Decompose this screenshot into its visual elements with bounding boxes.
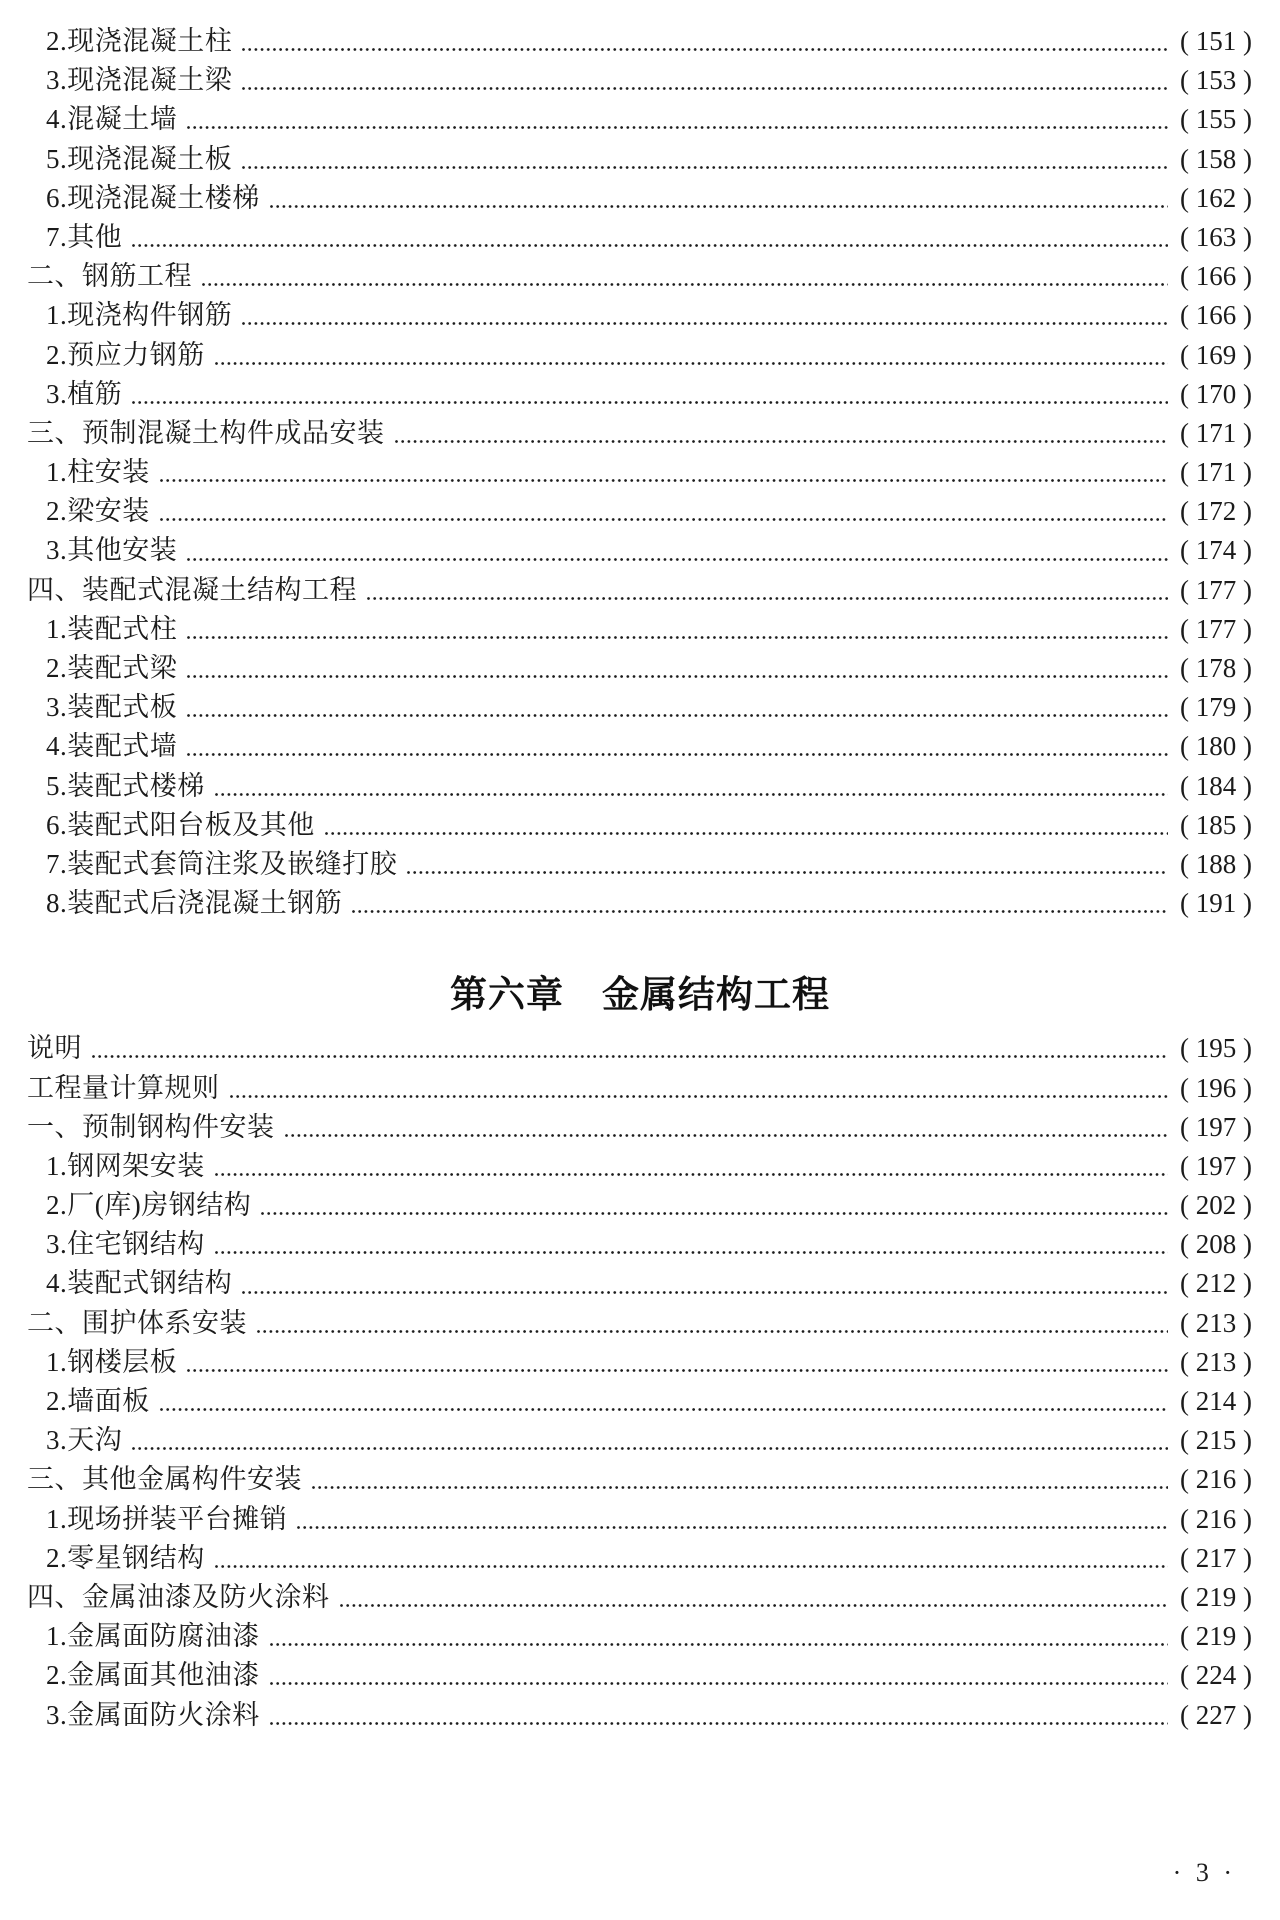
toc-entry-title: 2.墙面板 [46, 1386, 150, 1416]
toc-entry-title: 2.预应力钢筋 [46, 339, 205, 370]
toc-entry-page: ( 185 ) [1180, 809, 1252, 840]
toc-entry-title: 2.装配式梁 [46, 653, 178, 683]
dot-leader [92, 1055, 1168, 1058]
toc-entry [0, 1304, 1280, 1343]
dot-leader [187, 675, 1168, 678]
toc-entry [0, 492, 1280, 531]
toc-entry-page: ( 151 ) [1180, 26, 1252, 56]
toc-entry [0, 1108, 1280, 1147]
toc-entry-page: ( 158 ) [1180, 143, 1252, 174]
toc-entry-title: 2.现浇混凝土柱 [46, 26, 233, 56]
toc-entry-page: ( 195 ) [1180, 1033, 1252, 1064]
toc-entry-page: ( 169 ) [1180, 339, 1252, 370]
toc-entry-page: ( 177 ) [1180, 613, 1252, 644]
dot-leader [285, 1134, 1169, 1137]
dot-leader [160, 518, 1168, 521]
dot-leader [187, 558, 1168, 561]
toc-entry-title: 5.装配式楼梯 [46, 770, 205, 801]
toc-entry [0, 1460, 1280, 1499]
dot-leader [261, 1212, 1168, 1215]
toc-entry [0, 806, 1280, 845]
toc-entry-page: ( 171 ) [1180, 457, 1252, 488]
toc-entry-title: 说明 [27, 1033, 82, 1064]
toc-entry [0, 1382, 1280, 1421]
toc-entry-title: 4.混凝土墙 [46, 104, 178, 135]
toc-entry [0, 1617, 1280, 1656]
toc-entry [0, 1500, 1280, 1539]
toc-entry-title: 3.植筋 [46, 378, 123, 409]
dot-leader [187, 126, 1168, 129]
toc-entry [0, 100, 1280, 139]
toc-entry [0, 140, 1280, 179]
toc-entry-page: ( 219 ) [1180, 1581, 1252, 1612]
toc-entry-title: 6.装配式阳台板及其他 [46, 809, 315, 840]
toc-entry-page: ( 174 ) [1180, 535, 1252, 566]
dot-leader [187, 1369, 1168, 1372]
dot-leader [340, 1604, 1169, 1607]
toc-entry [0, 218, 1280, 257]
toc-entry-page: ( 216 ) [1180, 1503, 1252, 1534]
dot-leader [202, 283, 1168, 286]
toc-entry-title: 三、其他金属构件安装 [27, 1464, 302, 1495]
toc-entry [0, 884, 1280, 923]
toc-entry-title: 1.柱安装 [46, 457, 150, 488]
toc-entry-title: 3.装配式板 [46, 692, 178, 723]
dot-leader [132, 244, 1168, 247]
dot-leader [297, 1526, 1168, 1529]
dot-leader [215, 1251, 1168, 1254]
toc-entry-title: 1.装配式柱 [46, 613, 178, 644]
dot-leader [242, 48, 1168, 51]
toc-entry [0, 414, 1280, 453]
toc-entry-title: 8.装配式后浇混凝土钢筋 [46, 888, 343, 919]
toc-entry [0, 453, 1280, 492]
dot-leader [132, 1447, 1168, 1450]
dot-leader [325, 832, 1168, 835]
toc-entry-title: 二、钢筋工程 [27, 261, 192, 292]
toc-entry [0, 257, 1280, 296]
dot-leader [270, 1682, 1168, 1685]
toc-entry-page: ( 214 ) [1180, 1386, 1252, 1416]
toc-entry [0, 1069, 1280, 1108]
toc-entry-page: ( 166 ) [1180, 261, 1252, 292]
toc-entry-title: 三、预制混凝土构件成品安装 [27, 417, 385, 448]
page-number: · 3 · [1172, 1858, 1236, 1887]
dot-leader [215, 793, 1168, 796]
dot-leader [230, 1095, 1169, 1098]
toc-entry-title: 3.现浇混凝土梁 [46, 65, 233, 96]
toc-entry [0, 1264, 1280, 1303]
toc-entry-page: ( 219 ) [1180, 1621, 1252, 1652]
toc-entry [0, 1656, 1280, 1695]
toc-entry-page: ( 208 ) [1180, 1229, 1252, 1260]
toc-entry-title: 4.装配式墙 [46, 731, 178, 762]
dot-leader [242, 1291, 1168, 1294]
toc-entry-page: ( 177 ) [1180, 574, 1252, 605]
toc-entry-page: ( 197 ) [1180, 1111, 1252, 1142]
toc-entry-title: 3.金属面防火涂料 [46, 1699, 260, 1730]
toc-entry-title: 四、金属油漆及防火涂料 [27, 1581, 330, 1612]
toc-entry-title: 2.厂(库)房钢结构 [46, 1190, 252, 1221]
toc-entry-title: 2.梁安装 [46, 496, 150, 527]
toc-entry [0, 1147, 1280, 1186]
toc-entry-title: 二、围护体系安装 [27, 1307, 247, 1338]
dot-leader [215, 1565, 1168, 1568]
toc-entry-page: ( 179 ) [1180, 692, 1252, 723]
dot-leader [395, 440, 1169, 443]
toc-entry [0, 1029, 1280, 1068]
toc-entry [0, 727, 1280, 766]
dot-leader [215, 1173, 1168, 1176]
dot-leader [160, 1408, 1168, 1411]
toc-entry-title: 2.金属面其他油漆 [46, 1660, 260, 1691]
toc-entry-title: 1.钢网架安装 [46, 1150, 205, 1181]
toc-entry-page: ( 163 ) [1180, 221, 1252, 252]
toc-entry-title: 1.现场拼装平台摊销 [46, 1503, 288, 1534]
toc-entry [0, 649, 1280, 688]
dot-leader [187, 636, 1168, 639]
toc-entry-title: 7.装配式套筒注浆及嵌缝打胶 [46, 848, 398, 879]
dot-leader [352, 910, 1168, 913]
dot-leader [242, 322, 1168, 325]
dot-leader [312, 1486, 1168, 1489]
toc-entry-page: ( 170 ) [1180, 378, 1252, 409]
toc-list-part-1 [0, 0, 1280, 923]
toc-entry-title: 3.其他安装 [46, 535, 178, 566]
toc-entry [0, 1421, 1280, 1460]
toc-entry [0, 336, 1280, 375]
toc-entry-title: 1.金属面防腐油漆 [46, 1621, 260, 1652]
toc-entry-title: 一、预制钢构件安装 [27, 1111, 275, 1142]
toc-entry-title: 2.零星钢结构 [46, 1542, 205, 1573]
toc-entry-title: 1.现浇构件钢筋 [46, 300, 233, 331]
toc-list-part-2 [0, 1029, 1280, 1734]
toc-entry [0, 22, 1280, 61]
toc-entry-page: ( 162 ) [1180, 182, 1252, 213]
toc-entry [0, 296, 1280, 335]
toc-entry-page: ( 202 ) [1180, 1190, 1252, 1221]
dot-leader [242, 166, 1168, 169]
toc-entry-title: 6.现浇混凝土楼梯 [46, 182, 260, 213]
dot-leader [187, 714, 1168, 717]
toc-entry-page: ( 166 ) [1180, 300, 1252, 331]
dot-leader [367, 597, 1168, 600]
toc-entry-page: ( 224 ) [1180, 1660, 1252, 1691]
toc-entry [0, 1343, 1280, 1382]
toc-entry-page: ( 216 ) [1180, 1464, 1252, 1495]
toc-entry [0, 610, 1280, 649]
toc-entry-title: 3.住宅钢结构 [46, 1229, 205, 1260]
toc-entry-page: ( 212 ) [1180, 1268, 1252, 1299]
dot-leader [407, 871, 1168, 874]
toc-entry [0, 179, 1280, 218]
toc-entry [0, 1186, 1280, 1225]
dot-leader [242, 87, 1168, 90]
toc-entry-title: 工程量计算规则 [27, 1072, 220, 1103]
toc-entry [0, 571, 1280, 610]
dot-leader [215, 362, 1168, 365]
toc-entry-page: ( 178 ) [1180, 653, 1252, 683]
toc-entry-page: ( 155 ) [1180, 104, 1252, 135]
toc-entry-page: ( 191 ) [1180, 888, 1252, 919]
dot-leader [132, 401, 1168, 404]
dot-leader [160, 479, 1168, 482]
dot-leader [187, 753, 1168, 756]
toc-entry-page: ( 197 ) [1180, 1150, 1252, 1181]
toc-entry [0, 688, 1280, 727]
toc-entry [0, 375, 1280, 414]
toc-entry-page: ( 217 ) [1180, 1542, 1252, 1573]
toc-entry-page: ( 180 ) [1180, 731, 1252, 762]
chapter-heading: 第六章 金属结构工程 [450, 974, 830, 1016]
toc-entry [0, 1578, 1280, 1617]
toc-entry-title: 1.钢楼层板 [46, 1346, 178, 1377]
dot-leader [270, 1722, 1168, 1725]
toc-entry-page: ( 172 ) [1180, 496, 1252, 527]
toc-entry [0, 61, 1280, 100]
toc-entry [0, 1539, 1280, 1578]
toc-entry-page: ( 227 ) [1180, 1699, 1252, 1730]
toc-entry-page: ( 184 ) [1180, 770, 1252, 801]
toc-entry-title: 四、装配式混凝土结构工程 [27, 574, 357, 605]
toc-entry-page: ( 213 ) [1180, 1307, 1252, 1338]
toc-entry [0, 1696, 1280, 1735]
dot-leader [257, 1330, 1168, 1333]
dot-leader [270, 1643, 1168, 1646]
toc-entry-title: 5.现浇混凝土板 [46, 143, 233, 174]
toc-entry-title: 4.装配式钢结构 [46, 1268, 233, 1299]
dot-leader [270, 205, 1168, 208]
toc-entry-page: ( 196 ) [1180, 1072, 1252, 1103]
toc-entry-title: 7.其他 [46, 221, 123, 252]
toc-entry-title: 3.天沟 [46, 1425, 123, 1456]
toc-entry [0, 1225, 1280, 1264]
toc-entry-page: ( 188 ) [1180, 848, 1252, 879]
toc-entry [0, 845, 1280, 884]
toc-entry [0, 531, 1280, 570]
toc-entry-page: ( 215 ) [1180, 1425, 1252, 1456]
toc-entry-page: ( 171 ) [1180, 417, 1252, 448]
toc-entry-page: ( 213 ) [1180, 1346, 1252, 1377]
toc-entry [0, 767, 1280, 806]
toc-entry-page: ( 153 ) [1180, 65, 1252, 96]
